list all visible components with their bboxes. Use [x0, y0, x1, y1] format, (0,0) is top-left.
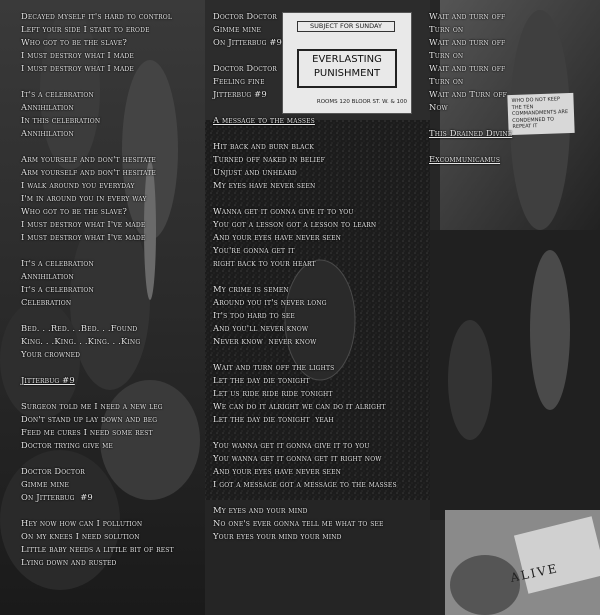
- lyric-line: Who got to be the slave?: [21, 37, 128, 47]
- lyric-line: Who got to be the slave?: [21, 206, 128, 216]
- lyric-line: Now: [429, 102, 448, 112]
- lyric-line: Wait and turn off: [429, 63, 506, 73]
- lyric-line: You got a lesson got a lesson to learn: [213, 219, 377, 229]
- lyric-line: Doctor Doctor: [21, 466, 85, 476]
- lyrics-column-1: [21, 10, 206, 569]
- lyric-line: It's too hard to see: [213, 310, 295, 320]
- lyric-line: You're gonna get it: [213, 245, 295, 255]
- stanza-break: [213, 348, 418, 361]
- lyrics-column-2: [213, 10, 418, 543]
- lyric-line: Around you it's never long: [213, 297, 327, 307]
- lyric-line: Your eyes your mind your mind: [213, 531, 342, 541]
- lyric-line: Annihilation: [21, 271, 74, 281]
- lyric-line: Feed me cures I need some rest: [21, 427, 153, 437]
- lyric-line: In this celebration: [21, 115, 101, 125]
- lyric-line: And your eyes have never seen: [213, 232, 342, 242]
- lyric-line: You wanna get it gonna give it to you: [213, 440, 370, 450]
- lyric-line: Little baby needs a little bit of rest: [21, 544, 174, 554]
- lyric-line: Annihilation: [21, 102, 74, 112]
- lyric-line: Gimme mine: [21, 479, 70, 489]
- lyric-line: Annihilation: [21, 128, 74, 138]
- lyric-line: On Jitterbug #9: [21, 492, 93, 502]
- stanza-break: [21, 361, 206, 374]
- stanza-break: [21, 504, 206, 517]
- lyric-line: King. . .King. . .King. . .King: [21, 336, 141, 346]
- lyric-line: Lying down and rusted: [21, 557, 117, 567]
- lyric-line: Turn on: [429, 76, 464, 86]
- lyric-line: We can do it alright we can do it alright: [213, 401, 386, 411]
- lyric-line: Celebration: [21, 297, 72, 307]
- lyric-line: Let the day die tonight: [213, 375, 310, 385]
- lyrics-column-3: [429, 10, 589, 166]
- handwritten-scrawl: ALIVE: [509, 561, 560, 585]
- lyric-line: No one's ever gonna tell me what to see: [213, 518, 384, 528]
- lyric-line: Wanna get it gonna give it to you: [213, 206, 354, 216]
- lyric-line: Hit back and burn black: [213, 141, 315, 151]
- lyric-line: Wait and Turn off: [429, 89, 507, 99]
- lyric-line: Doctor Doctor: [213, 11, 277, 21]
- lyric-line: I'm in around you in every way: [21, 193, 147, 203]
- lyric-line: On Jitterbug #9: [213, 37, 283, 47]
- stanza-break: [21, 452, 206, 465]
- lyric-line: Arm yourself and don't hesitate: [21, 154, 156, 164]
- stanza-break: [21, 140, 206, 153]
- lyric-line: Feeling fine: [213, 76, 265, 86]
- lyric-line: It's a celebration: [21, 284, 94, 294]
- lyric-line: Decayed myself it's hard to control: [21, 11, 173, 21]
- lyric-line: Wait and turn off: [429, 37, 506, 47]
- lyric-line: Bed. . .Red. . .Bed. . .Found: [21, 323, 138, 333]
- stanza-break: [213, 491, 418, 504]
- lyric-line: It's a celebration: [21, 258, 94, 268]
- stanza-break: [429, 140, 589, 153]
- lyric-line: I must destroy what I've made: [21, 219, 146, 229]
- stanza-break: [213, 270, 418, 283]
- lyric-line: And your eyes have never seen: [213, 466, 342, 476]
- lyric-line: Arm yourself and don't hesitate: [21, 167, 156, 177]
- stanza-break: [213, 49, 418, 62]
- stanza-break: [21, 387, 206, 400]
- lyric-line: Let the day die tonight yeah: [213, 414, 334, 424]
- sign-address: ROOMS 120 BLOOR ST. W. & 100: [316, 99, 407, 105]
- lyric-line: I must destroy what I made: [21, 63, 134, 73]
- lyric-line: I walk around you everyday: [21, 180, 135, 190]
- lyric-line: Turned off naked in belief: [213, 154, 325, 164]
- lyric-line: My crime is semen: [213, 284, 289, 294]
- lyric-line: I got a message got a message to the masses: [213, 479, 397, 489]
- lyric-line: right back to your heart: [213, 258, 316, 268]
- song-title: A message to the masses: [213, 115, 315, 125]
- lyric-line: My eyes have never seen: [213, 180, 316, 190]
- lyric-line: Hey now how can I pollution: [21, 518, 143, 528]
- lyric-line: I must destroy what I made: [21, 50, 134, 60]
- song-title: Excommunicamus: [429, 154, 501, 164]
- sign-title-line1: EVERLASTING: [312, 54, 382, 65]
- lyric-line: Gimme mine: [213, 24, 262, 34]
- lyric-line: It's a celebration: [21, 89, 94, 99]
- lyric-line: Wait and turn off the lights: [213, 362, 335, 372]
- stanza-break: [21, 75, 206, 88]
- sign-subject: SUBJECT FOR SUNDAY: [297, 21, 395, 32]
- song-title: This Drained Divine: [429, 128, 513, 138]
- lyric-line: Surgeon told me I need a new leg: [21, 401, 163, 411]
- lyric-line: I must destroy what I've made: [21, 232, 146, 242]
- lyric-line: Never know never know: [213, 336, 317, 346]
- commandments-placard: WHO DO NOT KEEP THE TEN COMMANDMENTS ARE CONDEMNED TO REPEAT IT: [507, 93, 574, 135]
- lyric-line: Unjust and unheard: [213, 167, 297, 177]
- stanza-break: [213, 192, 418, 205]
- stanza-break: [213, 127, 418, 140]
- lyric-line: Wait and turn off: [429, 11, 506, 21]
- lyric-line: Turn on: [429, 24, 464, 34]
- lyric-line: Your crowned: [21, 349, 81, 359]
- lyric-line: Left your side I start to erode: [21, 24, 150, 34]
- song-title: Jitterbug #9: [21, 375, 75, 385]
- lyric-line: On my knees I need solution: [21, 531, 140, 541]
- stanza-break: [213, 101, 418, 114]
- lyric-line: Jitterbug #9: [213, 89, 267, 99]
- lyric-line: And you'll never know: [213, 323, 309, 333]
- lyric-line: My eyes and your mind: [213, 505, 308, 515]
- stanza-break: [429, 114, 589, 127]
- sign-title-line2: PUNISHMENT: [313, 68, 381, 79]
- stanza-break: [21, 309, 206, 322]
- lyric-line: Doctor Doctor: [213, 63, 277, 73]
- lyric-line: Turn on: [429, 50, 464, 60]
- lyric-line: Doctor trying give me: [21, 440, 113, 450]
- lyric-line: You wanna get it gonna get it right now: [213, 453, 382, 463]
- stanza-break: [213, 426, 418, 439]
- lyric-line: Let us ride ride ride tonight: [213, 388, 333, 398]
- lyric-line: Don't stand up lay down and beg: [21, 414, 158, 424]
- stanza-break: [21, 244, 206, 257]
